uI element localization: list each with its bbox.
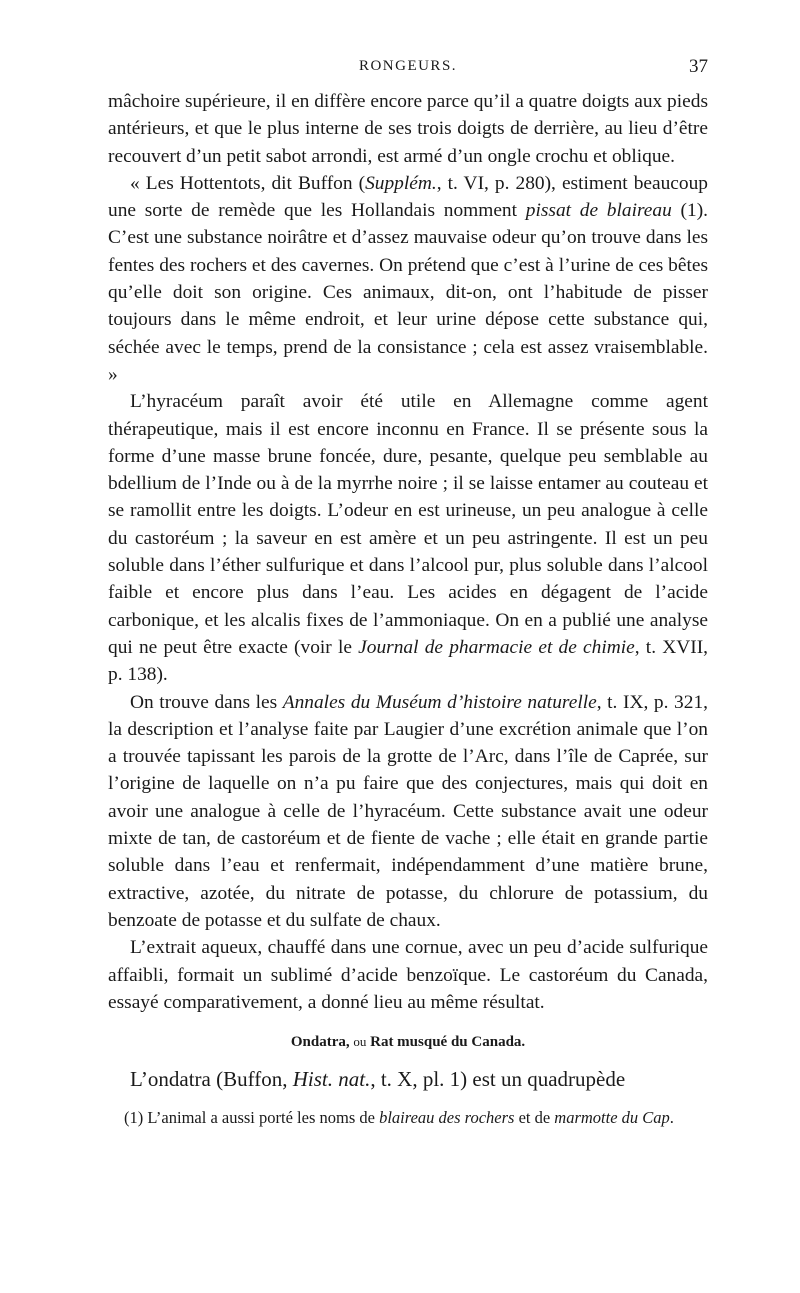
text-run: L’ondatra (Buffon, <box>130 1067 293 1092</box>
closing-line <box>108 1065 708 1093</box>
text-run: , t. IX, p. 321, la description et l’analyse faite par Laugier d’une excrétion animale que l’on a trouvée tapissant les parois de la grotte de l’Arc, dans l’île de Caprée, sur l’origine de laquelle on n’a pu faire que des conjectures, mais qui doit en avoir une analogue à celle de l’hyracéum. Cette substance avait une odeur mixte de tan, de castoréum et de fiente de vache ; elle était en grande partie soluble dans l’eau et renfermait, indépendamment d’une matière brune, extractive, azotée, du nitrate de potasse, du chlorure de potassium, du benzoate de potasse et du sulfate de chaux. <box>108 691 708 931</box>
text-run: (1). C’est une substance noirâtre et d’assez mauvaise odeur qu’on trouve dans les fentes des rochers et des cavernes. On prétend que c’est à l’urine de ces bêtes qu’elle doit son origine. Ces animaux, dit-on, ont l’habitude de pisser toujours dans le même endroit, et leur urine dépose cette substance qui, séchée avec le temps, prend de la consistance ; cela est assez vraisemblable. » <box>108 200 708 385</box>
text-run: , t. XVII, p. 138). <box>108 636 709 686</box>
paragraph <box>108 934 708 1016</box>
paragraph <box>108 388 708 688</box>
section-heading <box>108 1034 708 1051</box>
italic-text: Annales du Muséum d’histoire naturelle <box>282 691 597 713</box>
italic-text: Hist. nat. <box>292 1067 371 1092</box>
section-heading-subtitle: Rat musqué du Canada. <box>366 1034 526 1051</box>
italic-text: Journal de pharmacie et de chimie <box>358 636 635 658</box>
paragraph <box>108 689 708 935</box>
running-head <box>108 58 708 88</box>
text-run: (1) L’animal a aussi porté les noms de <box>124 1108 380 1128</box>
text-run: . <box>669 1108 674 1128</box>
text-run: On trouve dans les <box>130 691 283 713</box>
text-run: et de <box>514 1108 555 1128</box>
text-run: mâchoire supérieure, il en diffère encore parce qu’il a quatre doigts aux pieds antérieurs, et que le plus interne de ses trois doigts de derrière, au lieu d’être recouvert d’un petit sabot arrondi, est armé d’un ongle crochu et oblique. <box>108 91 708 167</box>
text-run: L’extrait aqueux, chauffé dans une cornue, avec un peu d’acide sulfurique affaibli, formait un sublimé d’acide benzoïque. Le castoréum du Canada, essayé comparativement, a donné lieu au même résultat. <box>108 937 708 1013</box>
italic-text: marmotte du Cap <box>554 1108 670 1128</box>
section-heading-name: Ondatra, <box>290 1034 354 1051</box>
book-page <box>108 58 708 1128</box>
paragraph <box>108 170 708 388</box>
section-heading-connector: ou <box>353 1034 367 1050</box>
body-text <box>108 88 708 1016</box>
footnote <box>108 1107 708 1128</box>
text-run: « Les Hottentots, dit Buffon ( <box>130 172 366 194</box>
page-number: 37 <box>689 56 708 77</box>
italic-text: Supplém. <box>365 172 437 194</box>
running-title: RONGEURS. <box>358 58 458 74</box>
text-run: L’hyracéum paraît avoir été utile en Allemagne comme agent thérapeutique, mais il est encore inconnu en France. Il se présente sous la forme d’une masse brune foncée, dure, pesante, quelque peu semblable au bdellium de l’Inde ou à de la myrrhe noire ; il se laisse entamer au couteau et se ramollit entre les doigts. L’odeur en est urineuse, un peu analogue à celle du castoréum ; la saveur en est amère et un peu astringente. Il est un peu soluble dans l’éther sulfurique et dans l’alcool pur, plus soluble dans l’alcool faible et encore plus dans l’eau. Les acides en dégagent de l’acide carbonique, et les alcalis fixes de l’ammoniaque. On en a publié une analyse qui ne peut être exacte (voir le <box>108 391 708 658</box>
paragraph <box>108 88 708 170</box>
text-run: , t. VI, p. 280), estiment beaucoup une sorte de remède que les Hollandais nomment <box>108 172 708 222</box>
italic-text: pissat de blaireau <box>525 200 672 222</box>
italic-text: blaireau des rochers <box>379 1108 515 1128</box>
text-run: , t. X, pl. 1) est un quadrupède <box>370 1067 626 1092</box>
